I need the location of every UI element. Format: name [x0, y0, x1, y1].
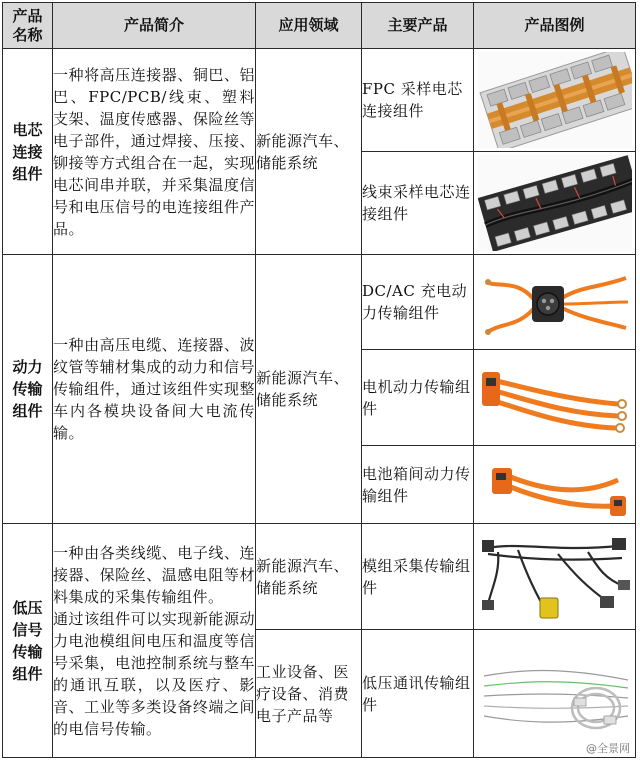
product-name-cell: DC/AC 充电动力传输组件: [362, 255, 474, 350]
product-name-cell: 线束采样电芯连接组件: [362, 152, 474, 255]
application-cell: 工业设备、医疗设备、消费电子产品等: [256, 630, 362, 758]
category-cell: 动力 传输 组件: [3, 255, 53, 524]
low-voltage-comm-assembly-image: [474, 630, 636, 758]
application-cell: 新能源汽车、储能系统: [256, 255, 362, 524]
fpc-sampling-cell-connector-image: [474, 49, 636, 152]
dc-ac-charging-assembly-image: [474, 255, 636, 350]
table-header-row: [3, 3, 636, 49]
header-category: 产品 名称: [3, 3, 53, 49]
table-row: [3, 49, 636, 152]
header-products: 主要产品: [362, 3, 474, 49]
application-cell: 新能源汽车、储能系统: [256, 49, 362, 255]
harness-sampling-cell-connector-image: [474, 152, 636, 255]
header-image: 产品图例: [474, 3, 636, 49]
battery-box-power-assembly-image: [474, 446, 636, 524]
application-cell: 新能源汽车、储能系统: [256, 524, 362, 630]
header-application: 应用领域: [256, 3, 362, 49]
module-acquisition-assembly-image: [474, 524, 636, 630]
category-cell: 电芯 连接 组件: [3, 49, 53, 255]
description-cell: 一种由高压电缆、连接器、波纹管等辅材集成的动力和信号传输组件，通过该组件实现整车内各模块设备间大电流传输。: [53, 255, 256, 524]
product-name-cell: FPC 采样电芯连接组件: [362, 49, 474, 152]
product-name-cell: 低压通讯传输组件: [362, 630, 474, 758]
category-cell: 低压 信号 传输 组件: [3, 524, 53, 758]
description-cell: 一种将高压连接器、铜巴、铝巴、FPC/PCB/线束、塑料支架、温度传感器、保险丝等电子部件，通过焊接、压接、铆接等方式组合在一起，实现电芯间串并联，并采集温度信号和电压信号的电连接组件产品。: [53, 49, 256, 255]
description-cell: 一种由各类线缆、电子线、连接器、保险丝、温感电阻等材料集成的采集传输组件。 通过该组件可以实现新能源动力电池模组间电压和温度等信号采集，电池控制系统与整车的通讯互联，以及医疗、影音、工业等多类设备终端之间的电信号传输。: [53, 524, 256, 758]
product-name-cell: 电池箱间动力传输组件: [362, 446, 474, 524]
product-name-cell: 电机动力传输组件: [362, 350, 474, 446]
table-row: [3, 255, 636, 350]
header-description: 产品简介: [53, 3, 256, 49]
product-table: [2, 2, 636, 758]
table-row: [3, 524, 636, 630]
product-name-cell: 模组采集传输组件: [362, 524, 474, 630]
motor-power-assembly-image: [474, 350, 636, 446]
watermark: @全景网: [586, 742, 630, 755]
